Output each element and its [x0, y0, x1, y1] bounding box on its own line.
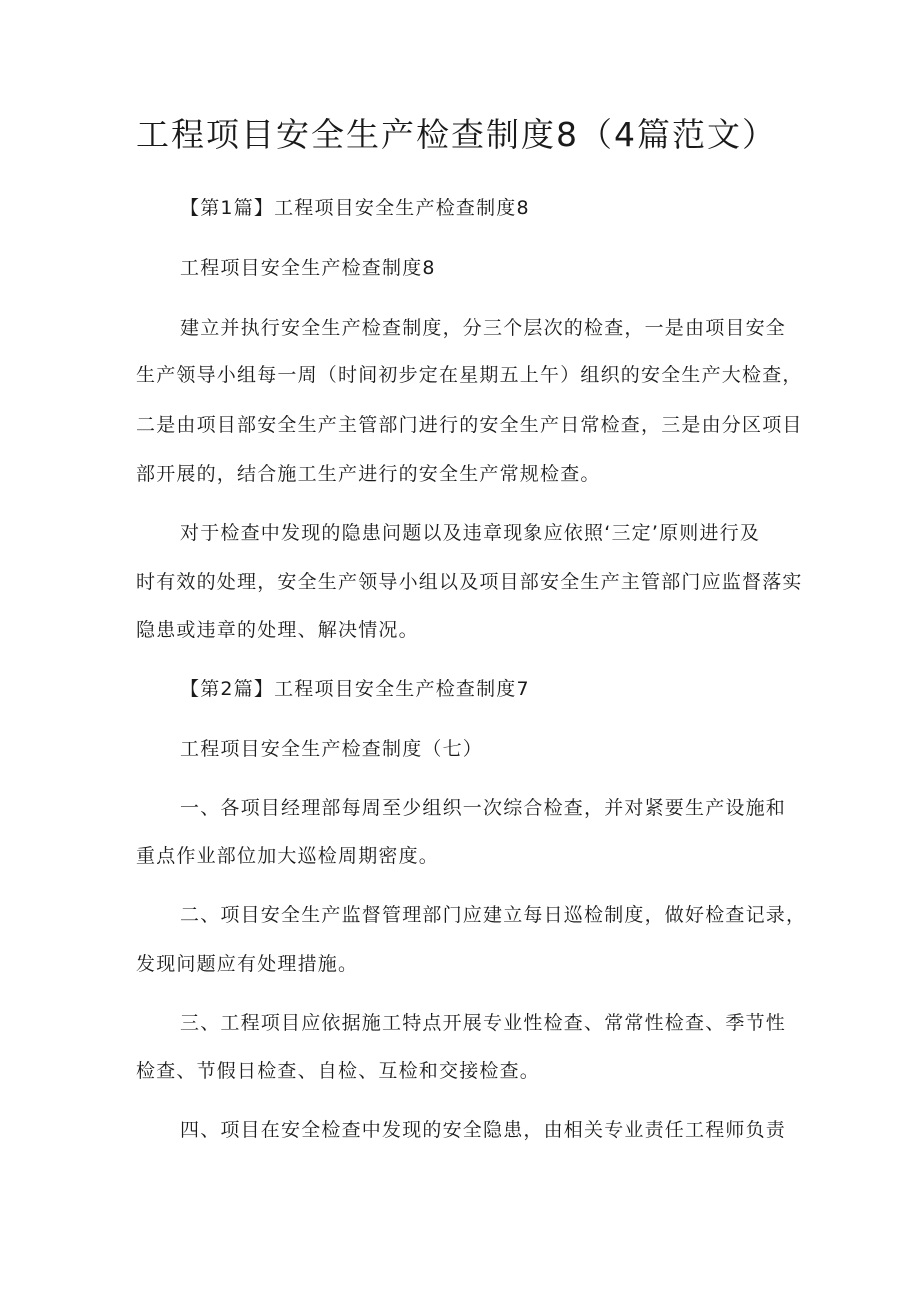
- subtitle-2: 工程项目安全生产检查制度（七）: [180, 738, 484, 760]
- paragraph-line: 隐患或违章的处理、解决情况。: [136, 619, 419, 641]
- paragraph-line: 发现问题应有处理措施。: [136, 953, 359, 975]
- paragraph-line: 重点作业部位加大巡检周期密度。: [136, 845, 440, 867]
- paragraph-line: 三、工程项目应依据施工特点开展专业性检查、常常性检查、季节性: [180, 1012, 787, 1034]
- paragraph-line: 对于检查中发现的隐患问题以及违章现象应依照‘三定’原则进行及: [180, 522, 761, 544]
- document-title: 工程项目安全生产检查制度8（4篇范文）: [136, 115, 777, 154]
- paragraph-line: 二是由项目部安全生产主管部门进行的安全生产日常检查，三是由分区项目: [136, 414, 803, 436]
- paragraph-line: 建立并执行安全生产检查制度，分三个层次的检查，一是由项目安全: [180, 317, 787, 339]
- subtitle-1: 工程项目安全生产检查制度8: [180, 257, 436, 279]
- paragraph-line: 一、各项目经理部每周至少组织一次综合检查，并对紧要生产设施和: [180, 797, 787, 819]
- paragraph-line: 二、项目安全生产监督管理部门应建立每日巡检制度，做好检查记录，: [180, 904, 807, 926]
- paragraph-line: 检查、节假日检查、自检、互检和交接检查。: [136, 1060, 541, 1082]
- paragraph-line: 四、项目在安全检查中发现的安全隐患，由相关专业责任工程师负责: [180, 1119, 787, 1141]
- paragraph-line: 部开展的，结合施工生产进行的安全生产常规检查。: [136, 463, 601, 485]
- paragraph-line: 生产领导小组每一周（时间初步定在星期五上午）组织的安全生产大检查，: [136, 364, 803, 386]
- paragraph-line: 时有效的处理，安全生产领导小组以及项目部安全生产主管部门应监督落实: [136, 571, 803, 593]
- section-heading-1: 【第1篇】工程项目安全生产检查制度8: [180, 197, 530, 219]
- section-heading-2: 【第2篇】工程项目安全生产检查制度7: [180, 678, 530, 700]
